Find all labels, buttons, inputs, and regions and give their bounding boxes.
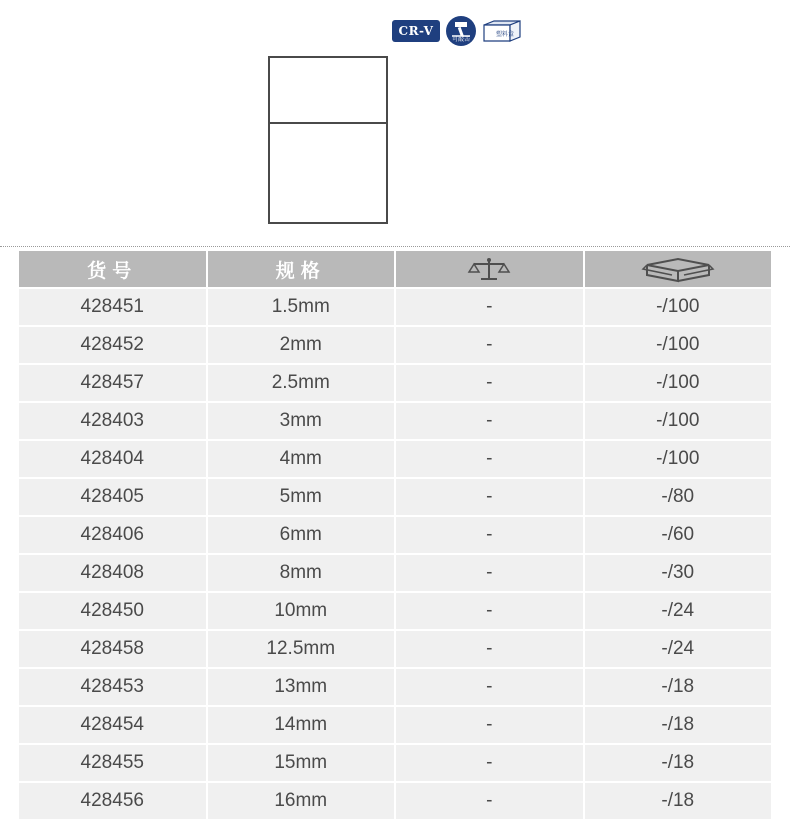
cell-spec: 3mm [208, 403, 395, 441]
dotted-separator [0, 246, 790, 247]
cell-item-no: 428455 [19, 745, 206, 783]
cell-weight: - [396, 479, 583, 517]
cell-packing: -/100 [585, 365, 772, 403]
cell-item-no: 428404 [19, 441, 206, 479]
cell-spec: 10mm [208, 593, 395, 631]
cell-item-no: 428454 [19, 707, 206, 745]
spec-table [17, 251, 773, 821]
cell-item-no: 428456 [19, 783, 206, 821]
hammer-icon [446, 16, 476, 46]
scale-icon [466, 255, 512, 283]
cell-spec: 2mm [208, 327, 395, 365]
table-row [19, 783, 771, 821]
cell-packing: -/18 [585, 745, 772, 783]
table-row [19, 327, 771, 365]
plastic-box-icon [482, 19, 522, 43]
table-row [19, 403, 771, 441]
cell-item-no: 428452 [19, 327, 206, 365]
cell-weight: - [396, 669, 583, 707]
table-header-row [19, 251, 771, 289]
table-row [19, 555, 771, 593]
cell-weight: - [396, 745, 583, 783]
cell-packing: -/100 [585, 289, 772, 327]
header-spec: 规格 [208, 251, 395, 289]
feature-badges [392, 16, 522, 46]
cell-packing: -/100 [585, 403, 772, 441]
cell-item-no: 428403 [19, 403, 206, 441]
cell-item-no: 428458 [19, 631, 206, 669]
product-image-placeholder [268, 56, 388, 224]
cell-item-no: 428408 [19, 555, 206, 593]
cell-item-no: 428405 [19, 479, 206, 517]
cell-packing: -/80 [585, 479, 772, 517]
table-row [19, 441, 771, 479]
cell-weight: - [396, 289, 583, 327]
cell-weight: - [396, 441, 583, 479]
cell-spec: 5mm [208, 479, 395, 517]
cell-spec: 2.5mm [208, 365, 395, 403]
cell-packing: -/100 [585, 327, 772, 365]
cell-spec: 16mm [208, 783, 395, 821]
header-item-no: 货号 [19, 251, 206, 289]
table-row [19, 289, 771, 327]
cell-weight: - [396, 593, 583, 631]
cell-weight: - [396, 403, 583, 441]
cell-spec: 8mm [208, 555, 395, 593]
header-packing [585, 251, 772, 289]
cell-spec: 12.5mm [208, 631, 395, 669]
cell-weight: - [396, 555, 583, 593]
cell-packing: -/18 [585, 669, 772, 707]
image-divider [270, 122, 386, 124]
header-weight [396, 251, 583, 289]
table-row [19, 593, 771, 631]
cell-spec: 6mm [208, 517, 395, 555]
cell-item-no: 428406 [19, 517, 206, 555]
cell-packing: -/24 [585, 631, 772, 669]
table-row [19, 517, 771, 555]
cell-packing: -/100 [585, 441, 772, 479]
table-row [19, 365, 771, 403]
cell-item-no: 428451 [19, 289, 206, 327]
table-row [19, 631, 771, 669]
cell-weight: - [396, 517, 583, 555]
cell-item-no: 428453 [19, 669, 206, 707]
cell-packing: -/18 [585, 707, 772, 745]
table-row [19, 479, 771, 517]
cell-spec: 4mm [208, 441, 395, 479]
box-badge-text: 塑料盒 [496, 31, 515, 38]
table-row [19, 745, 771, 783]
box-icon [641, 255, 715, 283]
cell-weight: - [396, 327, 583, 365]
cell-weight: - [396, 365, 583, 403]
cell-packing: -/60 [585, 517, 772, 555]
cell-item-no: 428450 [19, 593, 206, 631]
cell-spec: 14mm [208, 707, 395, 745]
crv-material-badge: CR-V [392, 20, 440, 42]
hammer-badge-text: 可敲击 [451, 36, 470, 43]
cell-spec: 15mm [208, 745, 395, 783]
cell-packing: -/24 [585, 593, 772, 631]
cell-spec: 1.5mm [208, 289, 395, 327]
cell-spec: 13mm [208, 669, 395, 707]
cell-weight: - [396, 707, 583, 745]
cell-packing: -/18 [585, 783, 772, 821]
cell-weight: - [396, 631, 583, 669]
cell-packing: -/30 [585, 555, 772, 593]
table-row [19, 707, 771, 745]
table-row [19, 669, 771, 707]
cell-item-no: 428457 [19, 365, 206, 403]
cell-weight: - [396, 783, 583, 821]
